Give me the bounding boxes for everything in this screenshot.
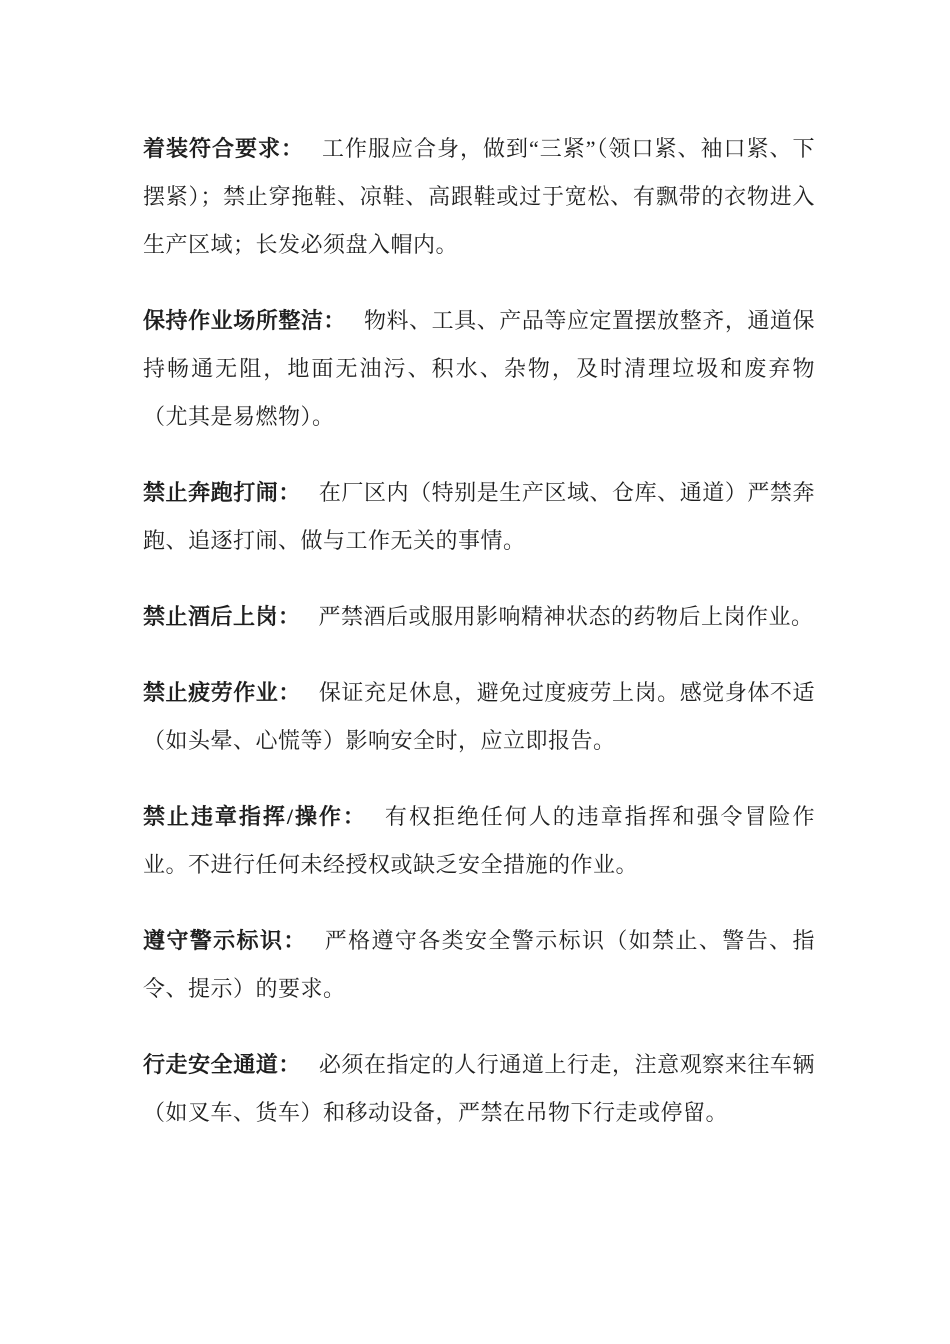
rule-paragraph-obey-signs [143,917,815,1013]
rule-paragraph-safe-walkways [143,1041,815,1137]
rule-body: 必须在指定的人行通道上行走，注意观察来往车辆（如叉车、货车）和移动设备，严禁在吊物下行走或停留。 [143,1052,815,1125]
rule-heading: 着装符合要求： [143,136,304,161]
rule-paragraph-dress-code [143,125,815,269]
rule-paragraph-no-fatigue [143,669,815,765]
rule-body: 严格遵守各类安全警示标识（如禁止、警告、指令、提示）的要求。 [143,928,815,1001]
rule-heading: 保持作业场所整洁： [143,308,346,333]
rule-heading: 行走安全通道： [143,1052,301,1077]
rule-body: 严禁酒后或服用影响精神状态的药物后上岗作业。 [318,604,814,629]
rule-body: 物料、工具、产品等应定置摆放整齐，通道保持畅通无阻，地面无油污、积水、杂物，及时清理垃圾和废弃物（尤其是易燃物）。 [143,308,815,429]
rule-paragraph-no-alcohol [143,593,815,641]
rule-paragraph-no-violation [143,793,815,889]
rule-body: 保证充足休息，避免过度疲劳上岗。感觉身体不适（如头晕、心慌等）影响安全时，应立即报告。 [143,680,815,753]
rule-paragraph-workplace-tidy [143,297,815,441]
rule-body: 在厂区内（特别是生产区域、仓库、通道）严禁奔跑、追逐打闹、做与工作无关的事情。 [143,480,815,553]
rule-paragraph-no-running [143,469,815,565]
rule-body: 有权拒绝任何人的违章指挥和强令冒险作业。不进行任何未经授权或缺乏安全措施的作业。 [143,804,815,877]
rule-heading: 禁止违章指挥/操作： [143,804,367,829]
rule-heading: 禁止奔跑打闹： [143,480,301,505]
rule-body: 工作服应合身，做到“三紧”（领口紧、袖口紧、下摆紧）；禁止穿拖鞋、凉鞋、高跟鞋或过于宽松、有飘带的衣物进入生产区域；长发必须盘入帽内。 [143,136,815,257]
rule-heading: 禁止酒后上岗： [143,604,301,629]
rule-heading: 遵守警示标识： [143,928,307,953]
rule-heading: 禁止疲劳作业： [143,680,301,705]
